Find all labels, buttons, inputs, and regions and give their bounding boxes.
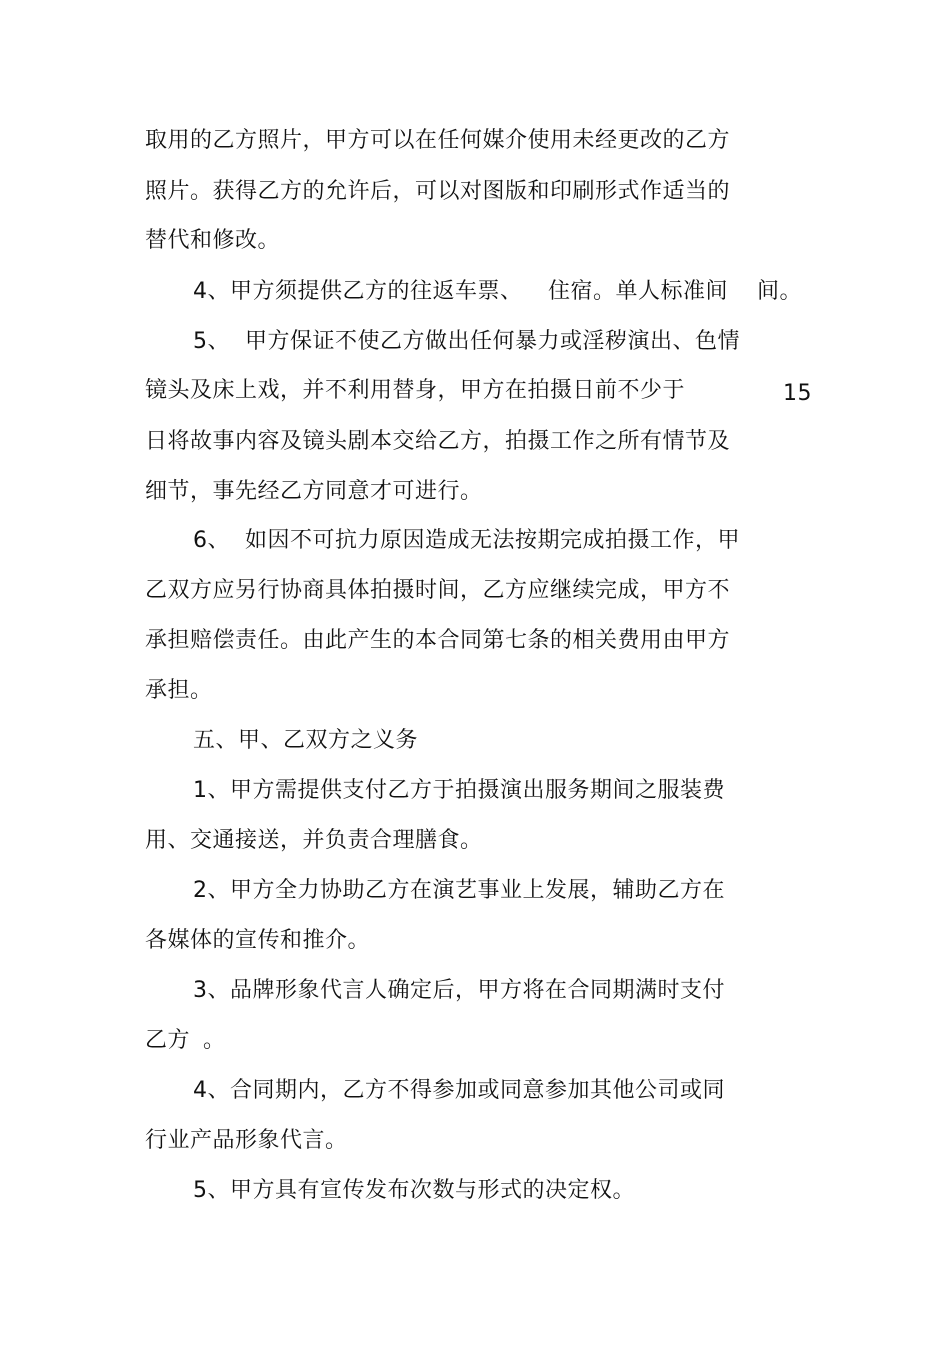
text-line: 承担赔偿责任。由此产生的本合同第七条的相关费用由甲方	[145, 628, 731, 653]
text-line: 15	[783, 381, 812, 406]
text-line: 承担。	[145, 678, 213, 703]
text-line: 住宿。单人标准间	[548, 279, 729, 304]
text-line: 如因不可抗力原因造成无法按期完成拍摄工作，甲	[245, 528, 741, 553]
section-heading: 五、甲、乙双方之义务	[193, 728, 419, 753]
text-line: 照片。获得乙方的允许后，可以对图版和印刷形式作适当的	[145, 179, 731, 204]
text-line: 取用的乙方照片，甲方可以在任何媒介使用未经更改的乙方	[145, 128, 731, 153]
text-line: 4、甲方须提供乙方的往返车票、	[193, 279, 523, 304]
text-line: 2、甲方全力协助乙方在演艺事业上发展，辅助乙方在	[193, 878, 725, 903]
text-line: 乙双方应另行协商具体拍摄时间，乙方应继续完成，甲方不	[145, 578, 731, 603]
text-line: 各媒体的宣传和推介。	[145, 928, 371, 953]
text-line: 。	[203, 1028, 226, 1053]
text-line: 4、合同期内，乙方不得参加或同意参加其他公司或同	[193, 1078, 725, 1103]
text-line: 乙方	[145, 1028, 191, 1053]
text-line: 3、品牌形象代言人确定后，甲方将在合同期满时支付	[193, 978, 725, 1003]
text-line: 用、交通接送，并负责合理膳食。	[145, 828, 483, 853]
text-line: 替代和修改。	[145, 228, 281, 253]
text-line: 镜头及床上戏，并不利用替身，甲方在拍摄日前不少于	[145, 378, 686, 403]
text-line: 1、甲方需提供支付乙方于拍摄演出服务期间之服装费	[193, 778, 725, 803]
text-line: 细节，事先经乙方同意才可进行。	[145, 479, 483, 504]
text-line: 甲方保证不使乙方做出任何暴力或淫秽演出、色情	[245, 329, 741, 354]
text-line: 日将故事内容及镜头剧本交给乙方，拍摄工作之所有情节及	[145, 429, 731, 454]
text-line: 6、	[193, 528, 230, 553]
text-line: 间。	[757, 279, 803, 304]
text-line: 5、	[193, 329, 230, 354]
text-line: 行业产品形象代言。	[145, 1128, 348, 1153]
text-line: 5、甲方具有宣传发布次数与形式的决定权。	[193, 1178, 635, 1203]
